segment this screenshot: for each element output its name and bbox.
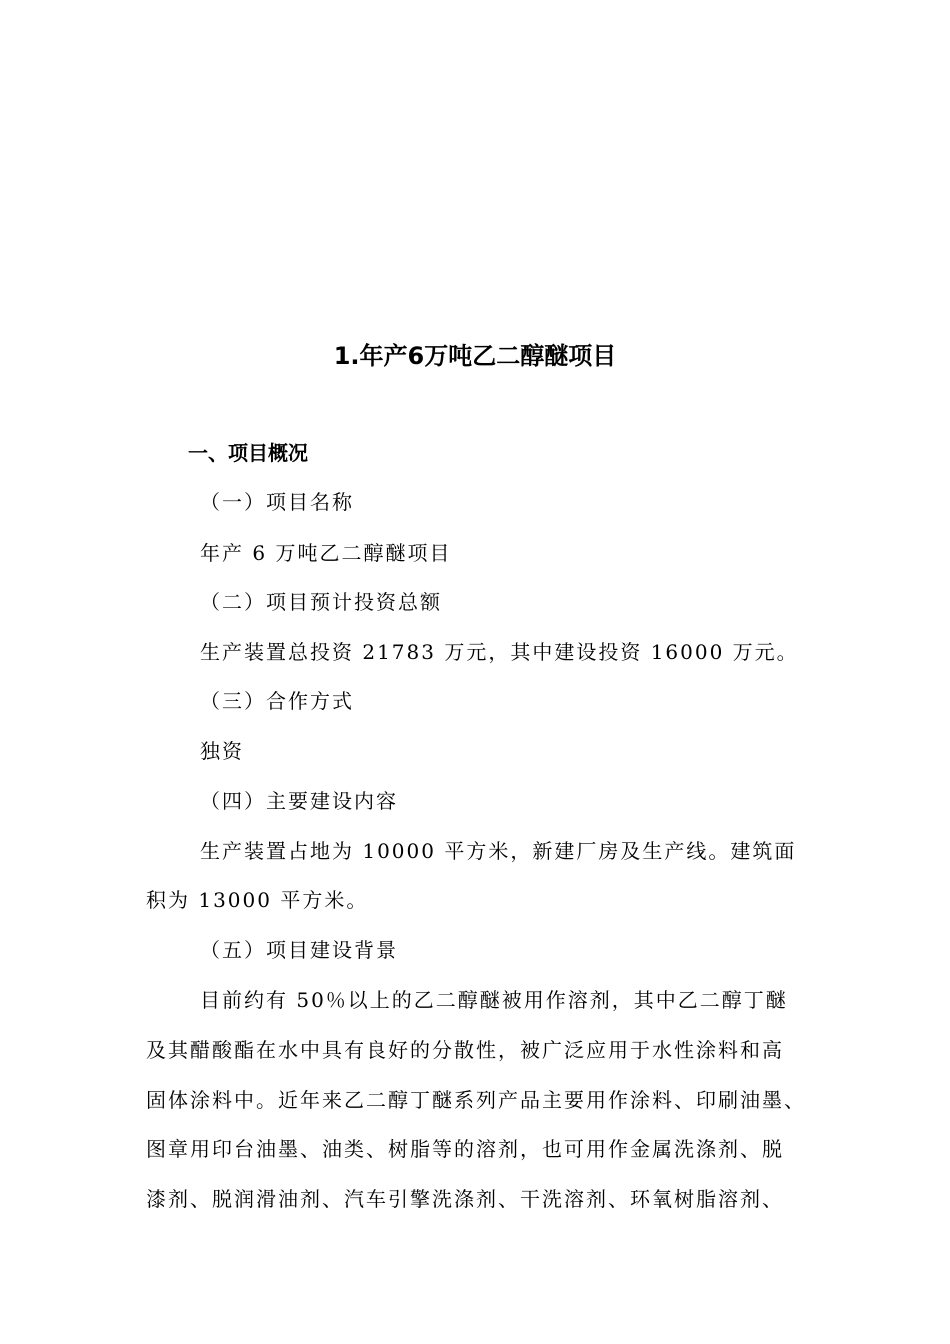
subheading-project-name: （一）项目名称 (200, 490, 354, 514)
paragraph-background-line1: 目前约有 50％以上的乙二醇醚被用作溶剂，其中乙二醇丁醚 (200, 988, 788, 1012)
section-heading-overview: 一、项目概况 (188, 441, 308, 465)
paragraph-project-name: 年产 6 万吨乙二醇醚项目 (200, 541, 452, 565)
paragraph-construction-line1: 生产装置占地为 10000 平方米，新建厂房及生产线。建筑面 (200, 839, 797, 863)
page-title: 1.年产6万吨乙二醇醚项目 (333, 342, 617, 370)
subheading-investment: （二）项目预计投资总额 (200, 590, 442, 614)
subheading-construction: （四）主要建设内容 (200, 789, 398, 813)
paragraph-background-line5: 漆剂、脱润滑油剂、汽车引擎洗涤剂、干洗溶剂、环氧树脂溶剂、 (146, 1187, 784, 1211)
paragraph-investment: 生产装置总投资 21783 万元，其中建设投资 16000 万元。 (200, 640, 799, 664)
subheading-background: （五）项目建设背景 (200, 938, 398, 962)
paragraph-background-line4: 图章用印台油墨、油类、树脂等的溶剂，也可用作金属洗涤剂、脱 (146, 1137, 784, 1161)
paragraph-cooperation: 独资 (200, 739, 244, 763)
paragraph-construction-line2: 积为 13000 平方米。 (146, 888, 369, 912)
paragraph-background-line3: 固体涂料中。近年来乙二醇丁醚系列产品主要用作涂料、印刷油墨、 (146, 1088, 806, 1112)
paragraph-background-line2: 及其醋酸酯在水中具有良好的分散性，被广泛应用于水性涂料和高 (146, 1038, 784, 1062)
subheading-cooperation: （三）合作方式 (200, 689, 354, 713)
